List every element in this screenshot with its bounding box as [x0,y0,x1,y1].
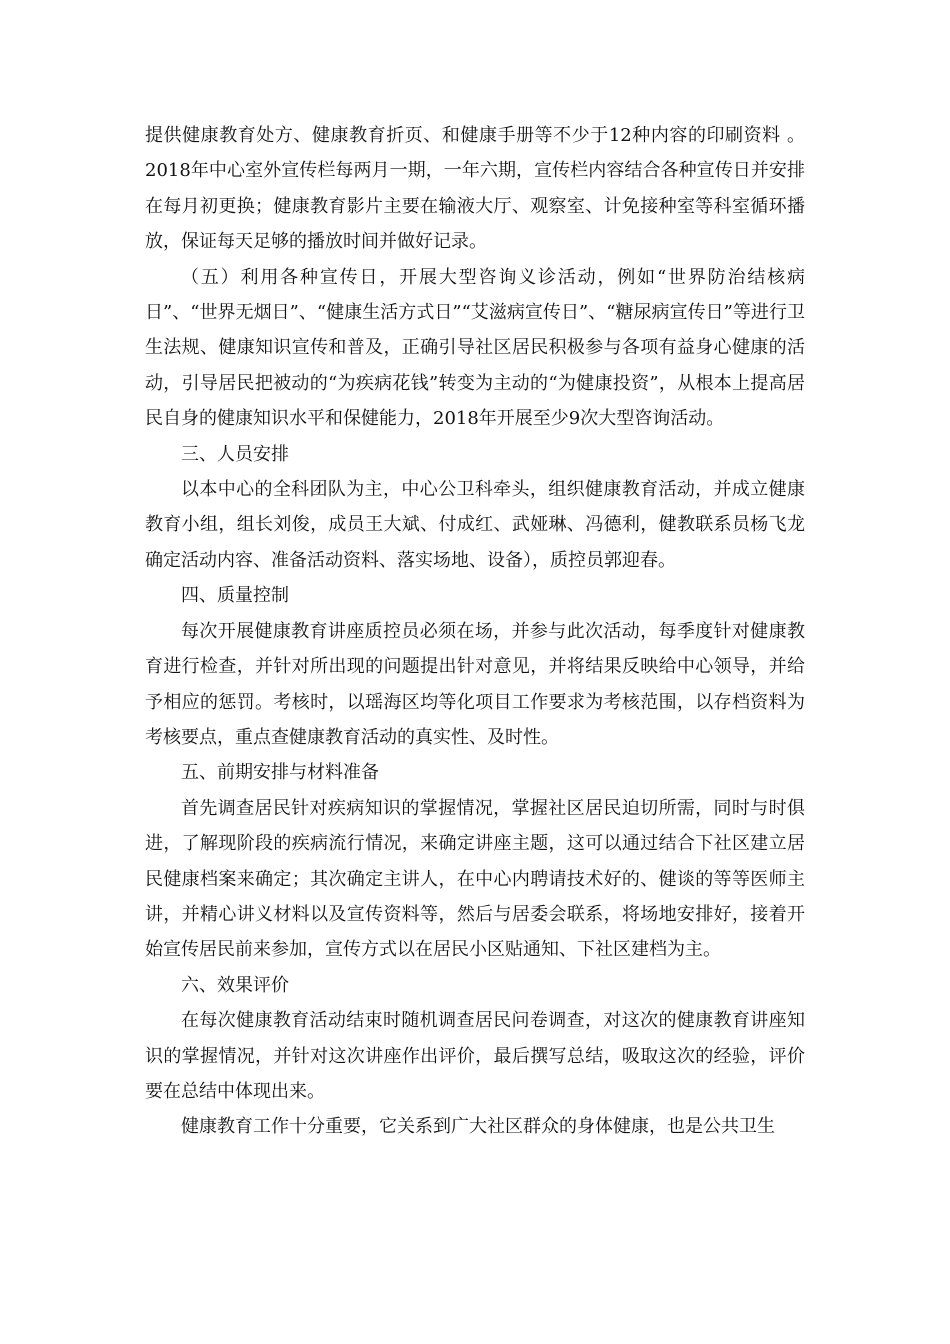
paragraph-closing: 健康教育工作十分重要，它关系到广大社区群众的身体健康，也是公共卫生 [181,1116,775,1138]
section-heading-quality-control: 四、质量控制 [181,585,289,607]
paragraph-printed-materials: 提供健康教育处方、健康教育折页、和健康手册等不少于12种内容的印刷资料 。2018年中心室外宣传栏每两月一期，一年六期，宣传栏内容结合各种宣传日并安排在每月初更换；健康教育影片主要在输液大厅、观察室、计免接种室等科室循环播放，保证每天足够的播放时间并做好记录。 [145,125,805,253]
paragraph-quality-control: 每次开展健康教育讲座质控员必须在场，并参与此次活动，每季度针对健康教育进行检查，并针对所出现的问题提出针对意见，并将结果反映给中心领导，并给予相应的惩罚。考核时，以瑶海区均等化项目工作要求为考核范围，以存档资料为考核要点，重点查健康教育活动的真实性、及时性。 [145,620,805,748]
paragraph-preparation: 首先调查居民针对疾病知识的掌握情况，掌握社区居民迫切所需，同时与时俱进，了解现阶段的疾病流行情况，来确定讲座主题，这可以通过结合下社区建立居民健康档案来确定；其次确定主讲人，在中心内聘请技术好的、健谈的等等医师主讲，并精心讲义材料以及宣传资料等，然后与居委会联系，将场地安排好，接着开始宣传居民前来参加，宣传方式以在居民小区贴通知、下社区建档为主。 [145,797,805,961]
document-body [145,118,805,1145]
section-heading-evaluation: 六、效果评价 [181,974,289,996]
paragraph-evaluation: 在每次健康教育活动结束时随机调查居民问卷调查，对这次的健康教育讲座知识的掌握情况，并针对这次讲座作出评价，最后撰写总结，吸取这次的经验，评价要在总结中体现出来。 [145,1010,805,1102]
paragraph-staffing: 以本中心的全科团队为主，中心公卫科牵头，组织健康教育活动，并成立健康教育小组，组长刘俊，成员王大斌、付成红、武娅琳、冯德利，健教联系员杨飞龙确定活动内容、准备活动资料、落实场地、设备），质控员郭迎春。 [145,479,805,571]
section-heading-staffing: 三、人员安排 [181,443,289,465]
section-heading-preparation: 五、前期安排与材料准备 [181,762,379,784]
paragraph-publicity-days: （五）利用各种宣传日，开展大型咨询义诊活动，例如“世界防治结核病日”、“世界无烟日”、“健康生活方式日”“艾滋病宣传日”、“糖尿病宣传日”等进行卫生法规、健康知识宣传和普及，正确引导社区居民积极参与各项有益身心健康的活动，引导居民把被动的“为疾病花钱”转变为主动的“为健康投资”，从根本上提高居民自身的健康知识水平和保健能力，2018年开展至少9次大型咨询活动。 [145,266,805,430]
